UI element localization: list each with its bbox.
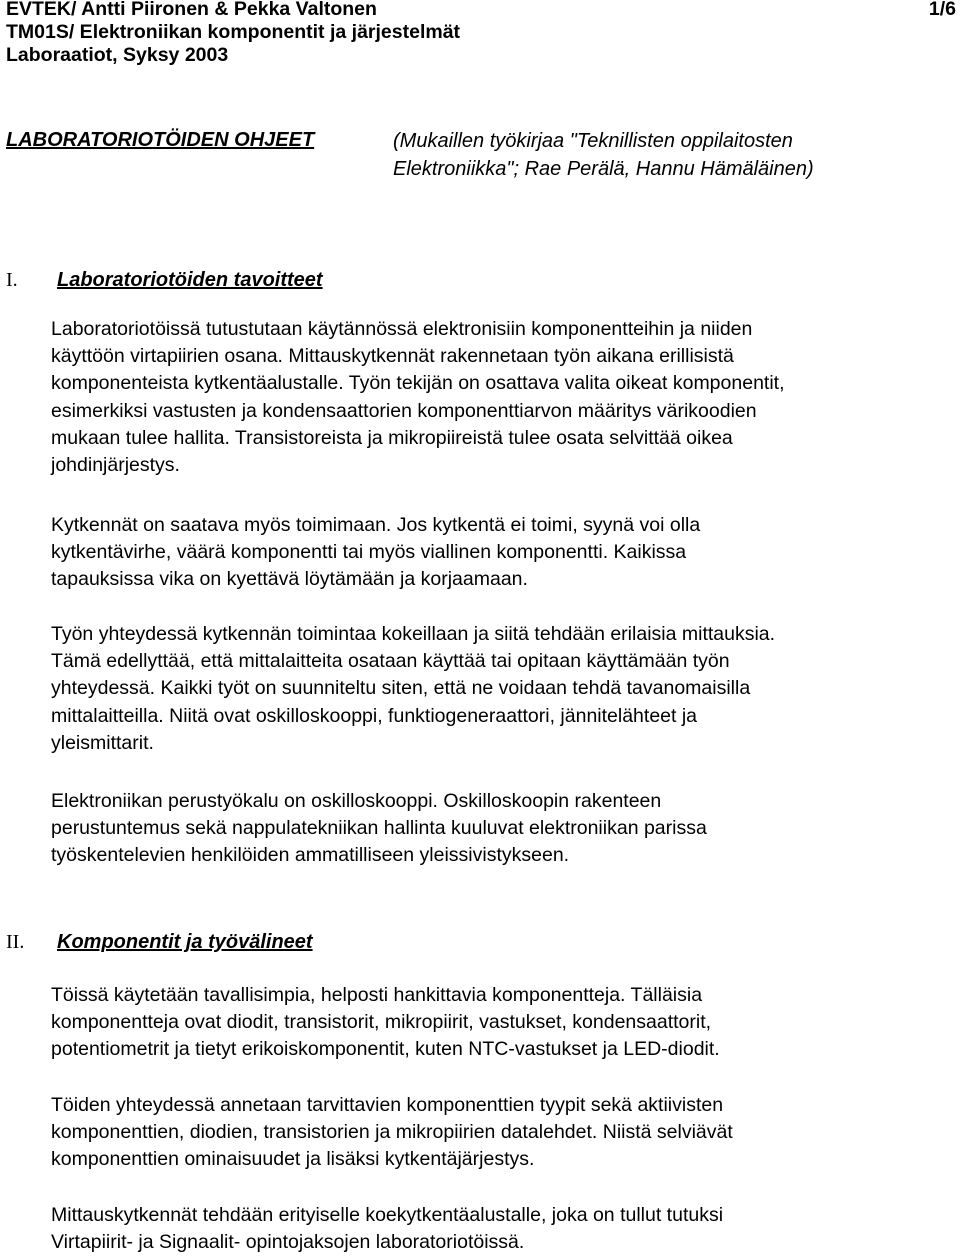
- text-line: yleismittarit.: [51, 731, 154, 754]
- text-line: potentiometrit ja tietyt erikoiskomponentit, kuten NTC-vastukset ja LED-diodit.: [51, 1038, 720, 1061]
- text-line: Mittauskytkennät tehdään erityiselle koekytkentäalustalle, joka on tullut tutuksi: [51, 1204, 724, 1226]
- text-line: Laboratoriotöissä tutustutaan käytännössä elektronisiin komponentteihin ja niiden: [51, 318, 753, 340]
- text-line: perustuntemus sekä nappulatekniikan hallinta kuuluvat elektroniikan parissa: [51, 817, 707, 840]
- text-line: kytkentävirhe, väärä komponentti tai myös viallinen komponentti. Kaikissa: [51, 541, 687, 564]
- section-title: Laboratoriotöiden tavoitteet: [57, 269, 323, 291]
- text-line: komponenteista kytkentäalustalle. Työn tekijän on osattava valita oikeat komponentit,: [51, 372, 785, 395]
- text-line: tapauksissa vika on kyettävä löytämään ja korjaamaan.: [51, 568, 528, 591]
- paragraph: [51, 788, 956, 870]
- text-line: komponentteja ovat diodit, transistorit, mikropiirit, vastukset, kondensaattorit,: [51, 1011, 712, 1034]
- text-line: mukaan tulee hallita. Transistoreista ja mikropiireistä tulee osata selvittää oikea: [51, 426, 733, 449]
- text-line: työskentelevien henkilöiden ammatilliseen yleissivistykseen.: [51, 844, 570, 867]
- text-line: yhteydessä. Kaikki työt on suunniteltu siten, että ne voidaan tehdä tavanomaisilla: [51, 677, 751, 700]
- paragraph: [51, 621, 956, 757]
- paragraph: [51, 982, 956, 1064]
- text-line: käyttöön virtapiirien osana. Mittauskytkennät rakennetaan työn aikana erillisistä: [51, 345, 734, 368]
- section-number: I.: [6, 269, 18, 291]
- section-title: Komponentit ja työvälineet: [57, 931, 313, 953]
- section-number: II.: [6, 931, 25, 953]
- paragraph: [51, 512, 956, 594]
- text-line: Työn yhteydessä kytkennän toimintaa kokeillaan ja siitä tehdään erilaisia mittauksia.: [51, 623, 776, 645]
- text-line: esimerkiksi vastusten ja kondensaattorien komponenttiarvon määritys värikoodien: [51, 399, 757, 422]
- text-line: komponenttien ominaisuudet ja lisäksi kytkentäjärjestys.: [51, 1148, 535, 1171]
- text-line: Töissä käytetään tavallisimpia, helposti hankittavia komponentteja. Tälläisia: [51, 984, 703, 1006]
- text-line: johdinjärjestys.: [51, 454, 180, 477]
- text-line: mittalaitteilla. Niitä ovat oskilloskooppi, funktiogeneraattori, jännitelähteet ja: [51, 704, 698, 727]
- header-term: Laboraatiot, Syksy 2003: [6, 44, 229, 66]
- text-line: komponenttien, diodien, transistorien ja mikropiirien datalehdet. Niistä selviävät: [51, 1121, 733, 1144]
- paragraph: [51, 1092, 956, 1174]
- title-note-line: (Mukaillen työkirjaa "Teknillisten oppilaitosten: [393, 130, 793, 152]
- title-note: [393, 127, 814, 183]
- text-line: Tämä edellyttää, että mittalaitteita osataan käyttää tai opitaan käyttämään työn: [51, 650, 730, 673]
- header-authors: EVTEK/ Antti Piironen & Pekka Valtonen: [6, 0, 377, 20]
- paragraph: [51, 1202, 956, 1256]
- header-course: TM01S/ Elektroniikan komponentit ja järjestelmät: [6, 21, 461, 43]
- text-line: Elektroniikan perustyökalu on oskilloskooppi. Oskilloskoopin rakenteen: [51, 790, 662, 812]
- paragraph: [51, 316, 956, 479]
- document-title: LABORATORIOTÖIDEN OHJEET: [6, 129, 315, 151]
- text-line: Virtapiirit- ja Signaalit- opintojaksojen laboratoriotöissä.: [51, 1231, 525, 1254]
- page-number: 1/6: [928, 0, 956, 20]
- title-note-line: Elektroniikka"; Rae Perälä, Hannu Hämäläinen): [393, 158, 814, 180]
- text-line: Kytkennät on saatava myös toimimaan. Jos kytkentä ei toimi, syynä voi olla: [51, 514, 701, 536]
- text-line: Töiden yhteydessä annetaan tarvittavien komponenttien tyypit sekä aktiivisten: [51, 1094, 724, 1116]
